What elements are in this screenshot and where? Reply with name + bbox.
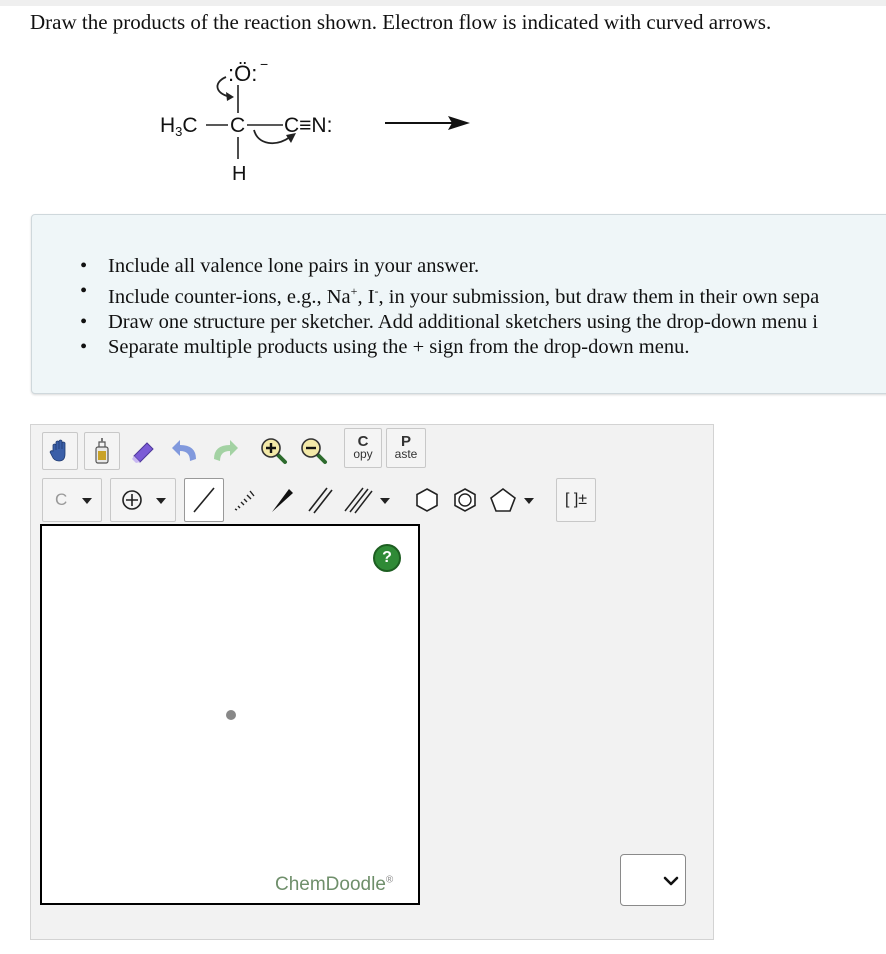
undo-button[interactable] bbox=[168, 432, 204, 470]
charge-bracket-label: [ ]± bbox=[564, 491, 588, 508]
copy-label-small: opy bbox=[353, 447, 373, 461]
hand-tool-button[interactable] bbox=[42, 432, 78, 470]
instruction-separate-products: • Separate multiple products using the + sign from the drop-down menu. bbox=[108, 335, 819, 360]
hashed-bond-icon bbox=[230, 485, 258, 515]
copy-label-big: C bbox=[357, 433, 369, 450]
benzene-button[interactable] bbox=[448, 478, 482, 522]
ring-selector[interactable] bbox=[486, 478, 546, 522]
oxygen-atom: :Ö: bbox=[228, 61, 258, 86]
hexagon-icon bbox=[414, 487, 440, 513]
zoom-out-button[interactable] bbox=[296, 432, 332, 470]
positive-charge-icon bbox=[121, 489, 143, 511]
triple-bond-selector[interactable] bbox=[340, 478, 396, 522]
instruction-one-structure: • Draw one structure per sketcher. Add additional sketchers using the drop-down menu i bbox=[108, 310, 819, 335]
element-label: C bbox=[55, 490, 68, 509]
redo-icon bbox=[208, 437, 240, 465]
help-button[interactable]: ? bbox=[373, 544, 401, 572]
hand-icon bbox=[47, 438, 73, 464]
double-bond-icon bbox=[306, 485, 334, 515]
wedge-bond-icon bbox=[268, 485, 296, 515]
paste-label-small: aste bbox=[394, 447, 418, 461]
undo-icon bbox=[170, 437, 202, 465]
instruction-counter-ions: • Include counter-ions, e.g., Na+, I-, in your submission, but draw them in their own sepa bbox=[108, 279, 819, 310]
oxygen-charge: − bbox=[260, 56, 269, 72]
curved-arrow-1-head bbox=[226, 92, 234, 101]
eraser-tool-button[interactable] bbox=[126, 432, 162, 470]
sketcher-dropdown[interactable] bbox=[620, 854, 686, 906]
triple-bond-icon bbox=[343, 485, 373, 515]
chevron-down-icon bbox=[155, 497, 167, 505]
redo-button[interactable] bbox=[206, 432, 242, 470]
methyl-c: C bbox=[182, 114, 198, 137]
chevron-down-icon bbox=[523, 497, 535, 505]
benzene-icon bbox=[452, 487, 478, 513]
instructions-list bbox=[108, 254, 819, 360]
question-text: Draw the products of the reaction shown. Electron flow is indicated with curved arrows. bbox=[30, 10, 772, 34]
paste-button[interactable] bbox=[386, 428, 426, 468]
bottle-icon bbox=[90, 437, 114, 465]
eraser-icon bbox=[129, 436, 159, 466]
element-selector[interactable] bbox=[42, 478, 102, 522]
hydrogen-atom: H bbox=[232, 163, 247, 185]
charge-selector[interactable] bbox=[110, 478, 176, 522]
hashed-bond-button[interactable] bbox=[226, 478, 262, 522]
zoom-in-icon bbox=[259, 436, 289, 466]
single-bond-button[interactable] bbox=[184, 478, 224, 522]
chevron-down-icon bbox=[663, 876, 679, 886]
central-carbon: C bbox=[230, 114, 246, 137]
pentagon-icon bbox=[489, 487, 517, 513]
nitrile-group: C≡N: bbox=[284, 114, 333, 137]
chevron-down-icon bbox=[379, 497, 391, 505]
charge-bracket-button[interactable] bbox=[556, 478, 596, 522]
cyclohexane-button[interactable] bbox=[410, 478, 444, 522]
zoom-in-button[interactable] bbox=[256, 432, 292, 470]
double-bond-button[interactable] bbox=[302, 478, 338, 522]
zoom-out-icon bbox=[299, 436, 329, 466]
single-bond-icon bbox=[190, 485, 218, 515]
instructions-box bbox=[31, 214, 886, 394]
wedge-bond-button[interactable] bbox=[264, 478, 300, 522]
methyl-h: H bbox=[160, 114, 176, 137]
svg-text:H3C bbox=[160, 114, 198, 139]
copy-button[interactable] bbox=[344, 428, 382, 468]
chevron-down-icon bbox=[81, 497, 93, 505]
canvas-cursor-dot bbox=[226, 710, 236, 720]
drawing-canvas[interactable] bbox=[40, 524, 420, 905]
chemdoodle-logo: ChemDoodle® bbox=[275, 874, 394, 895]
reaction-scheme bbox=[150, 55, 480, 190]
top-bar bbox=[0, 0, 886, 6]
paste-label-big: P bbox=[400, 433, 411, 450]
methyl-sub: 3 bbox=[175, 124, 183, 139]
instruction-lone-pairs: • Include all valence lone pairs in your answer. bbox=[108, 254, 819, 279]
clear-tool-button[interactable] bbox=[84, 432, 120, 470]
